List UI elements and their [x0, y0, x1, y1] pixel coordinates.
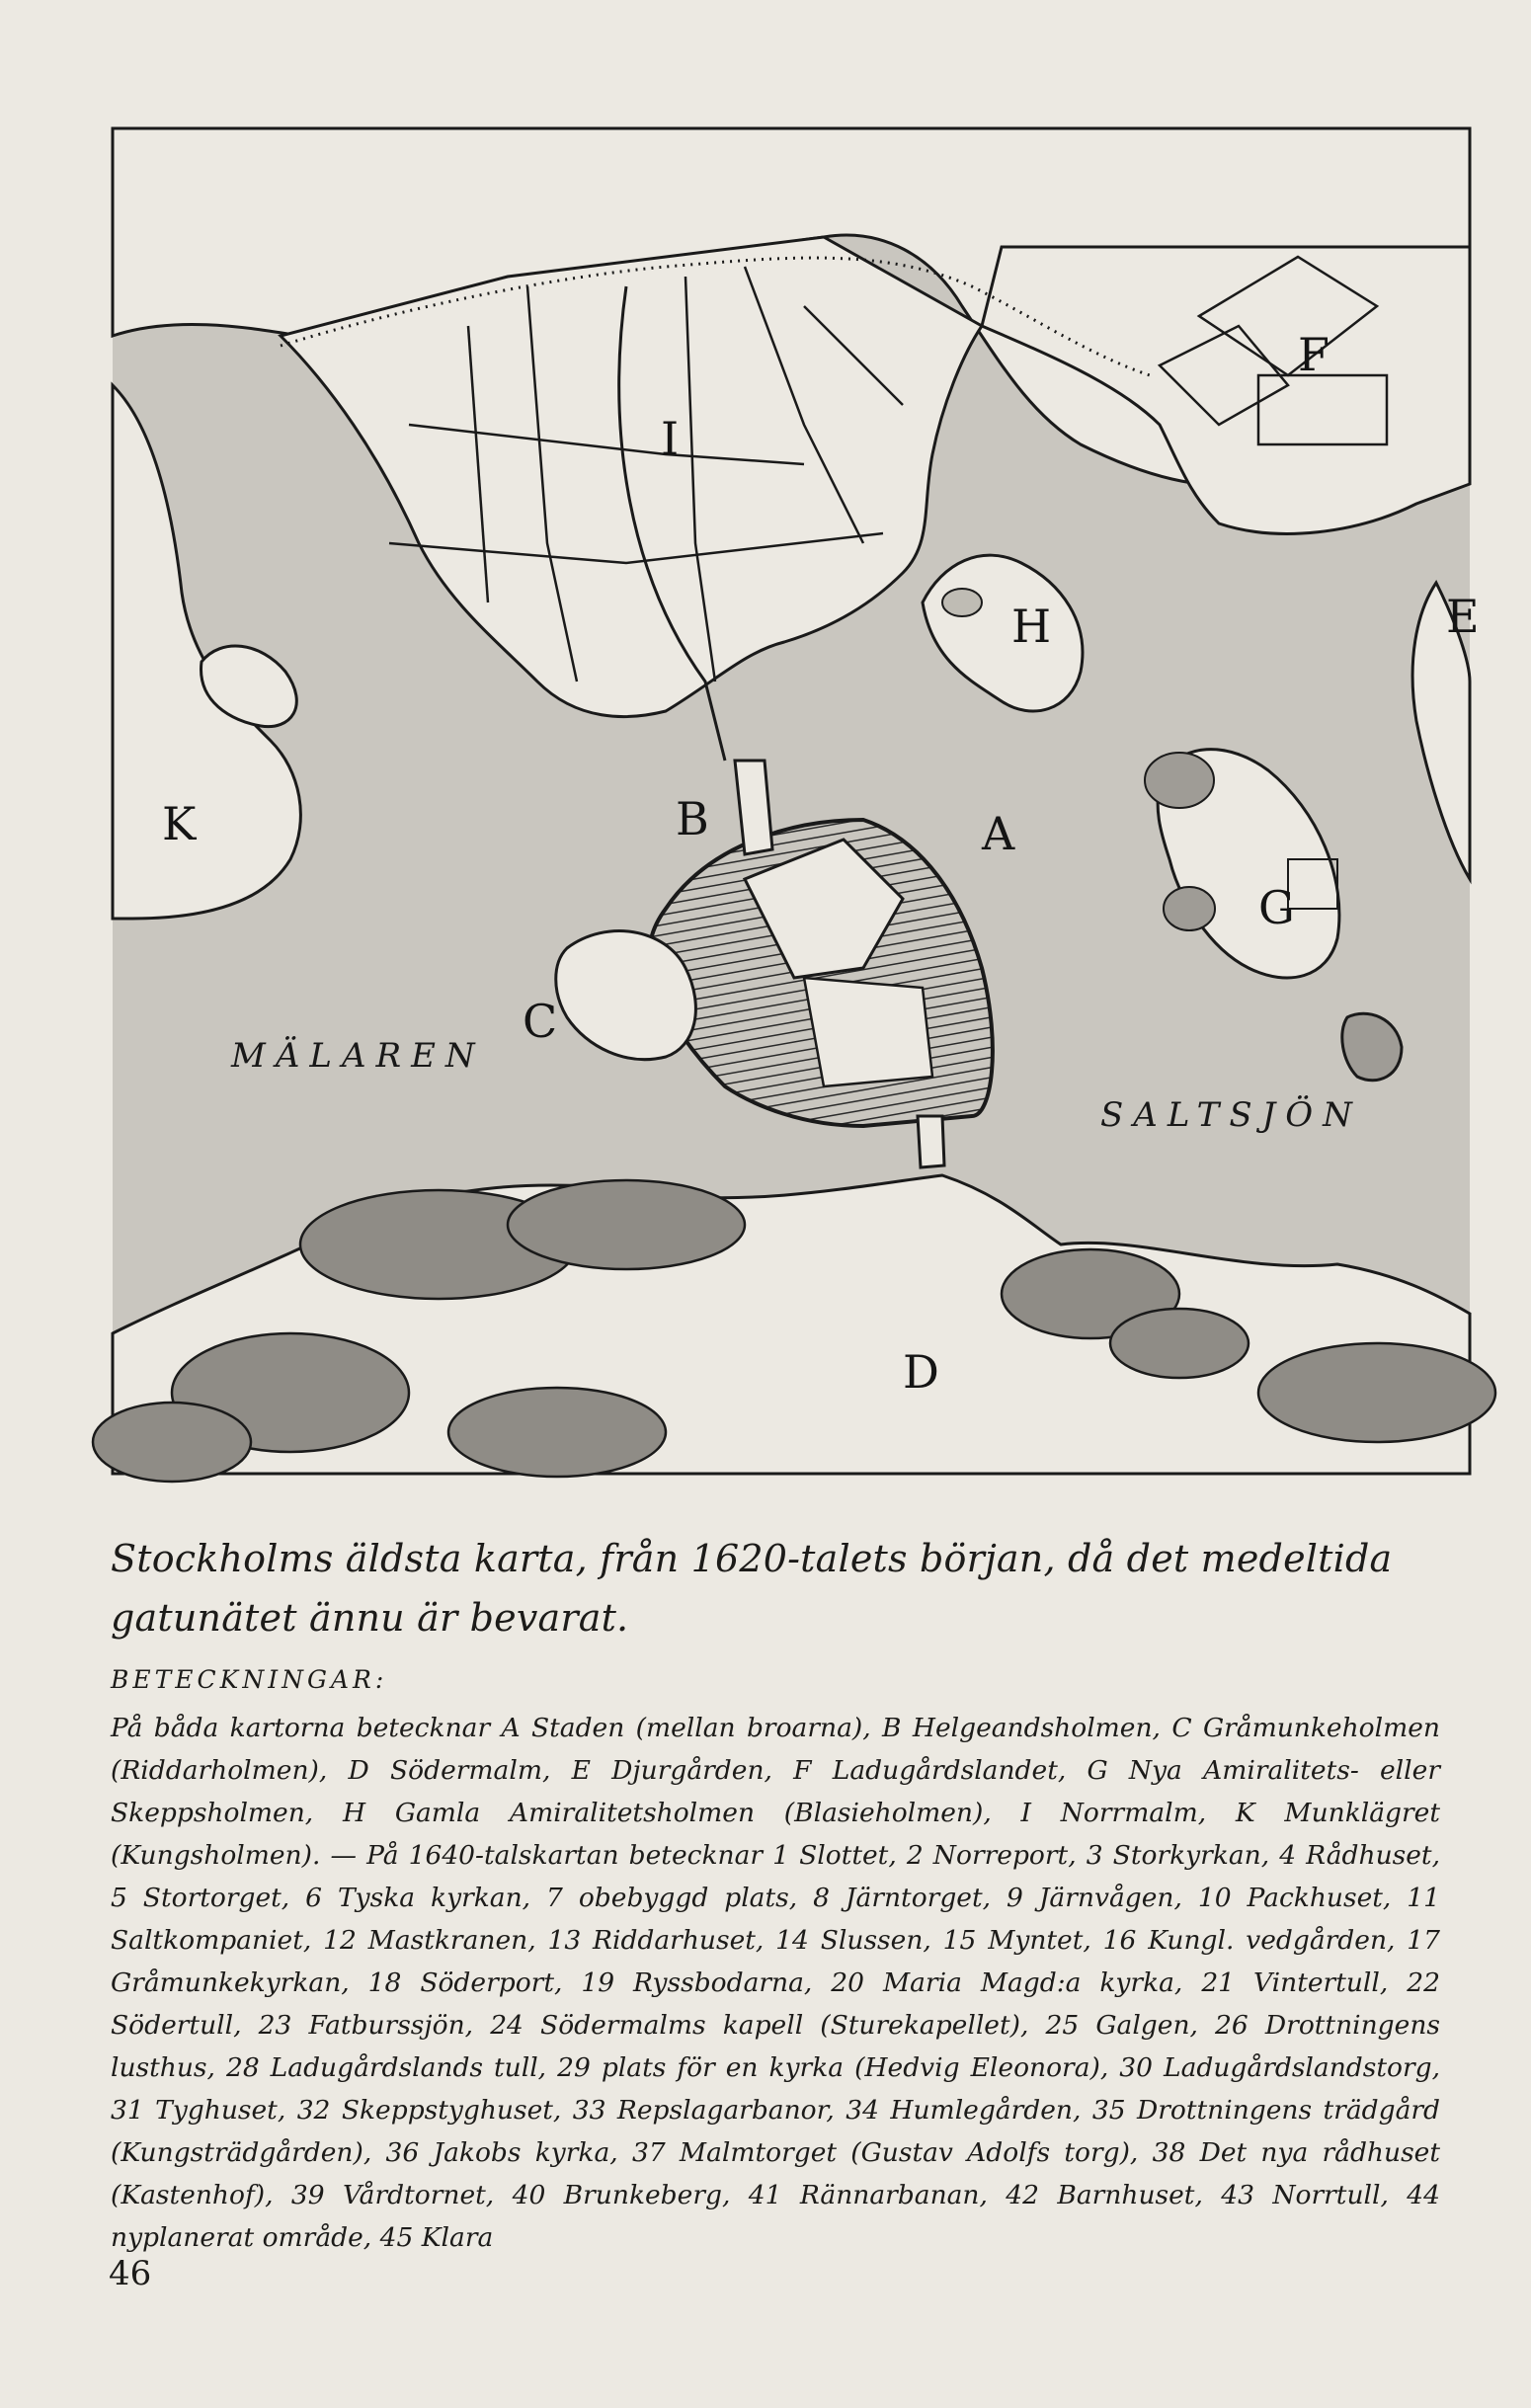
map-label-saltsjon: SALTSJÖN [1100, 1095, 1362, 1135]
legend-body: På båda kartorna betecknar A Staden (mellan broarna), B Helgeandsholmen, C Gråmunkeholmen (Riddarholmen), D Södermalm, E Djurgården, F Ladugårdslandet, G Nya Amiralitets- eller Skeppsholmen, H Gamla Amiralitetsholmen (Blasieholmen), I Norrmalm, K Munklägret (Kungsholmen). — På 1640-talskartan betecknar 1 Slottet, 2 Norreport, 3 Storkyrkan, 4 Rådhuset, 5 Stortorget, 6 Tyska kyrkan, 7 obebyggd plats, 8 Järntorget, 9 Järnvågen, 10 Packhuset, 11 Saltkompaniet, 12 Mastkranen, 13 Riddarhuset, 14 Slussen, 15 Myntet, 16 Kungl. vedgården, 17 Gråmunkekyrkan, 18 Söderport, 19 Ryssbodarna, 20 Maria Magd:a kyrka, 21 Vintertull, 22 Södertull, 23 Fatburssjön, 24 Södermalms kapell (Sturekapellet), 25 Galgen, 26 Drottningens lusthus, 28 Ladugårdslands tull, 29 plats för en kyrka (Hedvig Eleonora), 30 Ladugårdslandstorg, 31 Tyghuset, 32 Skeppstyghuset, 33 Repslagarbanor, 34 Humlegården, 35 Drottningens trädgård (Kungsträdgården), 36 Jakobs kyrka, 37 Malmtorget (Gustav Adolfs torg), 38 Det nya rådhuset (Kastenhof), 39 Vårdtornet, 40 Brunkeberg, 41 Rännarbanan, 42 Barnhuset, 43 Norrtull, 44 nyplanerat område, 45 Klara [111, 1713, 1440, 2253]
slussen-bridge [918, 1116, 944, 1167]
legend-heading: BETECKNINGAR: [111, 1665, 388, 1694]
page-number: 46 [109, 2254, 152, 2293]
map-label-a: A [982, 807, 1015, 860]
map-drawing [113, 128, 1480, 1474]
map-label-c: C [523, 995, 558, 1048]
town-block [804, 978, 932, 1086]
map-label-g: G [1258, 881, 1295, 934]
historical-map [113, 128, 1480, 1474]
figure-caption: Stockholms äldsta karta, från 1620-talets början, då det medeltida gatunätet ännu är bevarat. [111, 1537, 1393, 1640]
map-label-f: F [1298, 328, 1330, 381]
map-label-h: H [1011, 600, 1052, 653]
map-label-k: K [162, 797, 197, 850]
map-label-d: D [903, 1345, 939, 1399]
map-label-e: E [1446, 590, 1480, 643]
map-label-malaren: MÄLAREN [231, 1036, 485, 1076]
map-label-i: I [661, 412, 680, 465]
map-label-b: B [676, 792, 709, 845]
